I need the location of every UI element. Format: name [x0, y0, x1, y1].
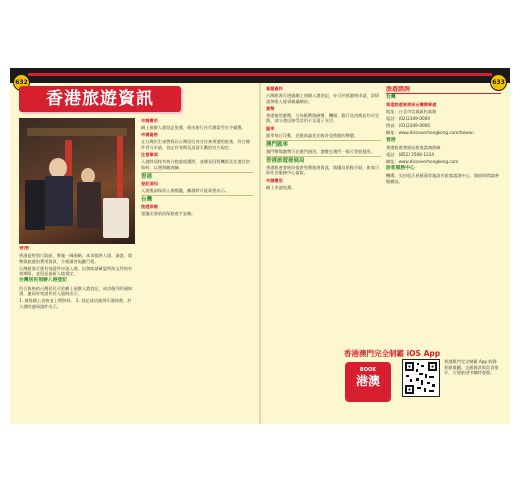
col2-paragraph-1: 網上預辦入港登記免費，經由旅行社代辦需另付手續費。	[141, 125, 246, 131]
badge-main-text: 港澳	[355, 374, 380, 388]
col1-paragraph-3: 符合資格的台灣居民可於網上預辦入港登記，成功後列印通知書，連同有效證件於入境時出示。	[19, 285, 133, 297]
photo-lantern-band	[27, 128, 127, 136]
col4-line-5: 香港旅遊發展局旅客諮詢熱線	[386, 144, 441, 150]
column-1	[19, 246, 135, 422]
qr-code-graphic	[403, 360, 439, 396]
col3-heading-1: 簽證資料	[266, 86, 283, 91]
photo-person-2-body	[77, 182, 101, 228]
col3-section-heading-1: 澳門匯率	[266, 140, 381, 149]
col3-paragraph-4: 澳門幣與港幣可在澳門通用，港幣在澳門一般可等值使用。	[266, 148, 375, 154]
red-stripe	[28, 73, 492, 76]
col3-heading-2: 貨幣	[266, 105, 275, 111]
app-promo-title: 香港澳門完全制霸 iOS App	[344, 349, 441, 358]
photo-caption: 香港	[19, 246, 30, 251]
app-promo	[344, 349, 499, 424]
col4-line-6: 電話：(852) 2508-1234	[386, 151, 434, 157]
qr-code[interactable]	[402, 359, 440, 397]
col2-paragraph-3: 入境時須持有效台胞證或護照，並備妥回程機票及在港住宿資料，以便海關查驗。	[141, 159, 250, 170]
column-2	[141, 118, 254, 422]
col4-line-1: 地址：台北市信義區松高路	[386, 109, 437, 115]
col4-line-3: 傳真：(02)2349-0000	[386, 123, 430, 129]
page-title: 香港旅遊資訊	[19, 86, 181, 112]
col3-paragraph-1: 台灣旅客可透過網上預辦入港登記，亦可於抵港時申請，詳情請參閱入境事務處網站。	[266, 93, 380, 104]
col1-paragraph-4: 1. 填寫網上表格並上傳資料。 2. 登記成功後列印通知書，於入境時連同證件出示。	[19, 298, 132, 309]
festival-photo	[19, 118, 135, 244]
column-4	[386, 86, 501, 348]
col2-heading-1: 申請費用	[141, 118, 158, 123]
col3-paragraph-5: 香港旅遊發展局提供免費旅遊資訊、地圖及景點介紹，旅客可前往各服務中心索取。	[266, 164, 380, 176]
col1-paragraph-1: 香港是特別行政區，實施一國兩制，本章提供入境、簽證、貨幣與旅遊的實用資訊，方便讀者規劃行程。	[19, 253, 133, 264]
col4-subtitle-1: 香港旅遊發展局台灣辦事處	[386, 102, 437, 108]
col4-line-8: 機場、尖沙咀天星碼頭等地設有旅客諮詢中心，開放時間請參閱網站。	[386, 173, 500, 184]
page-number-right: 633	[490, 74, 507, 91]
col2-section-heading-1: 香港	[141, 172, 254, 181]
col2-heading-5: 旅遊保險	[141, 203, 158, 209]
col1-section-heading: 台灣居民預辦入港登記	[19, 278, 67, 284]
col2-section-heading-2: 台灣	[141, 195, 254, 204]
col2-heading-2: 申請資格	[141, 132, 158, 138]
col3-heading-3: 匯率	[266, 125, 275, 131]
col2-heading-3: 注意事項	[141, 151, 158, 157]
col2-paragraph-2: 在台灣出生或曾經以台灣居民身分往來香港的旅客，符合條件者可申請，登記有效期及逗留天數依官方規定。	[141, 139, 250, 150]
col3-paragraph-3: 匯率每日浮動，兌換前請先比較各兌換點的牌價。	[266, 132, 359, 138]
page-number-left: 632	[13, 74, 30, 91]
col4-line-2: 電話：(02)2349-0000	[386, 116, 430, 122]
col3-paragraph-6: 網上申請免費。	[266, 184, 296, 190]
col3-section-heading-2: 香港旅遊發展局	[266, 156, 381, 165]
app-promo-text: 香港澳門完全制霸 App 收錄景點地圖、交通資訊與美食推介，方便旅途中隨時查閱。	[444, 359, 499, 376]
col3-paragraph-2: 香港使用港幣，分為紙幣與硬幣，機場、銀行及找換店均可兌換，部分商店接受信用卡及電子支付。	[266, 112, 380, 124]
col1-paragraph-2: 台灣旅客可憑有效證件申請入境，出發前請確認所持文件的有效期限，並留意最新入境規定。	[19, 265, 133, 277]
col2-paragraph-4: 入境後請保留入境標籤，離境時可能需要出示。	[141, 187, 229, 193]
col4-line-4: 網址：www.discoverhongkong.com/taiwan	[386, 130, 474, 136]
top-band	[10, 68, 510, 83]
col2-heading-4: 登記須知	[141, 180, 158, 186]
page-gutter	[259, 83, 261, 424]
photo-person-3	[25, 180, 45, 230]
app-book-badge	[345, 362, 391, 402]
col4-subheading-3: 旅客服務中心	[386, 165, 415, 171]
magazine-spread	[10, 68, 510, 424]
col4-line-7: 網址：www.discoverhongkong.com	[386, 158, 459, 164]
col3-heading-4: 申請費用	[266, 177, 283, 183]
photo-person-1	[49, 158, 67, 178]
col4-subheading-2: 香港	[386, 137, 396, 143]
travel-info-heading: 旅遊諮詢	[386, 86, 501, 94]
photo-person-4	[103, 198, 129, 238]
badge-top-text: BOOK	[359, 367, 377, 373]
col4-subheading-1: 台灣	[386, 95, 396, 100]
photo-person-1-body	[45, 176, 73, 226]
col2-paragraph-5: 建議出發前投保旅遊平安險。	[141, 211, 196, 217]
